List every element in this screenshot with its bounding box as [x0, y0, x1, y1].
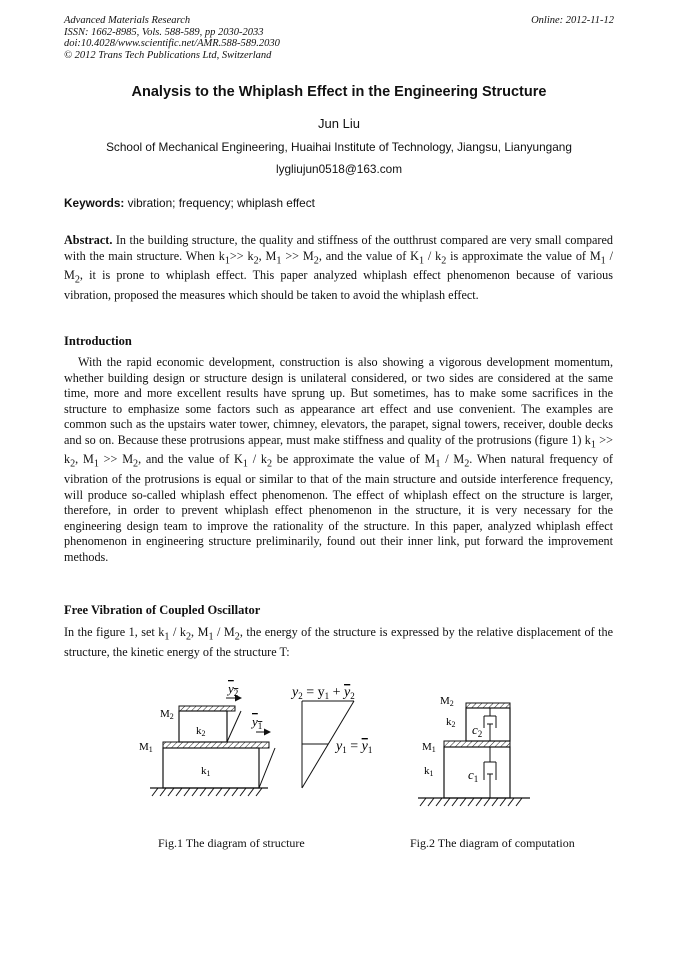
fig2-label-c1: $c_1$ [468, 767, 479, 784]
figure-2-computation [418, 703, 530, 806]
doi-line: doi:10.4028/www.scientific.net/AMR.588-589.2030 [64, 38, 280, 50]
fig1-label-k2: k2 [196, 725, 206, 738]
free-vibration-paragraph: In the figure 1, set $k_1 / k_2$, $M_1 / M_2$, the energy of the structure is expressed by the relative displacement of the structure, the kinetic energy of the structure T: [64, 625, 613, 659]
author-name: Jun Liu [318, 116, 360, 131]
keywords-text: vibration; frequency; whiplash effect [124, 196, 315, 210]
fig2-label-k2: k2 [446, 716, 456, 729]
issn-line: ISSN: 1662-8985, Vols. 588-589, pp 2030-2033 [64, 26, 264, 38]
figures-area [0, 670, 678, 840]
fig1-label-M2: M2 [160, 708, 174, 721]
fig1-equation-bottom: $y_1 = y_1$ [336, 739, 373, 755]
fig1-label-M1: M1 [139, 741, 153, 754]
section-heading-free-vibration: Free Vibration of Coupled Oscillator [64, 603, 261, 617]
abstract-label: Abstract. [64, 233, 113, 247]
email: lygliujun0518@163.com [275, 162, 403, 176]
keywords-label: Keywords: [64, 196, 125, 210]
figure-1-caption: Fig.1 The diagram of structure [158, 836, 305, 850]
fig2-label-M2: M2 [440, 695, 454, 708]
copyright-line: © 2012 Trans Tech Publications Ltd, Switzerland [64, 49, 272, 61]
fig1-label-ybar2: $y_2$ [228, 681, 239, 698]
fig2-label-M1: M1 [422, 741, 436, 754]
fig1-label-ybar1: $y_1$ [252, 714, 263, 731]
abstract: Abstract. In the building structure, the quality and stiffness of the outthrust compared are very small compared with the main structure. When $k_1>> k_2$, $M_1 >> M_2$, and the value of $K_1 / k_2$ is approximate the value of $M_1 / M_2$, it is prone to whiplash effect. This paper analyzed whiplash effect phenomenon because of various vibration, proposed the measures which should be taken to avoid the whiplash effect. [64, 233, 613, 303]
paper-title: Analysis to the Whiplash Effect in the Engineering Structure [131, 84, 547, 100]
online-date: Online: 2012-11-12 [531, 15, 614, 26]
introduction-paragraph: With the rapid economic development, construction is also showing a vigorous development momentum, whether building design or structure design is unilateral considered, or two sides are considered at the same time, more and more excellent results have sprung up. But sometimes, has to make some sacrifices in the structure to emphasize some factors such as appearance art effect and use convenient. The examples are common such as the upstairs water tower, chimney, elevators, the parapet, signal towers, receiver, double decks and so on. Because these protrusions appear, must make stiffness and quality of the protrusions (figure 1) $k_1 >> k_2$, $M_1 >> M_2$, and the value of $K_1 / k_2$ be approximate the value of $M_1 / M_2$. When natural frequency of vibration of the protrusions is equal or similar to that of the main structure and outside interference frequency, will produce so-called whiplash effect phenomenon. The effect of whiplash effect on the structure is larger, therefore, in order to prevent whiplash effect phenomenon in the structure, it is very necessary for the engineering design team to improve the rationality of the structure. In this paper, analyzed whiplash effect phenomenon in engineering structure preliminarily, found out their inner link, put forward the improvement methods. [64, 355, 614, 564]
figure-2-caption: Fig.2 The diagram of computation [410, 836, 575, 850]
keywords [64, 196, 315, 210]
fig2-label-c2: $c_2$ [472, 722, 483, 739]
journal-name: Advanced Materials Research [64, 15, 191, 26]
affiliation: School of Mechanical Engineering, Huaihai Institute of Technology, Jiangsu, Lianyungang [106, 140, 572, 154]
fig2-label-k1: k1 [424, 765, 434, 778]
fig1-equation-top: $y_2 = y_1 + y_2$ [292, 685, 355, 701]
journal-header [64, 15, 280, 61]
fig1-label-k1: k1 [201, 765, 211, 778]
section-heading-introduction: Introduction [64, 334, 132, 348]
